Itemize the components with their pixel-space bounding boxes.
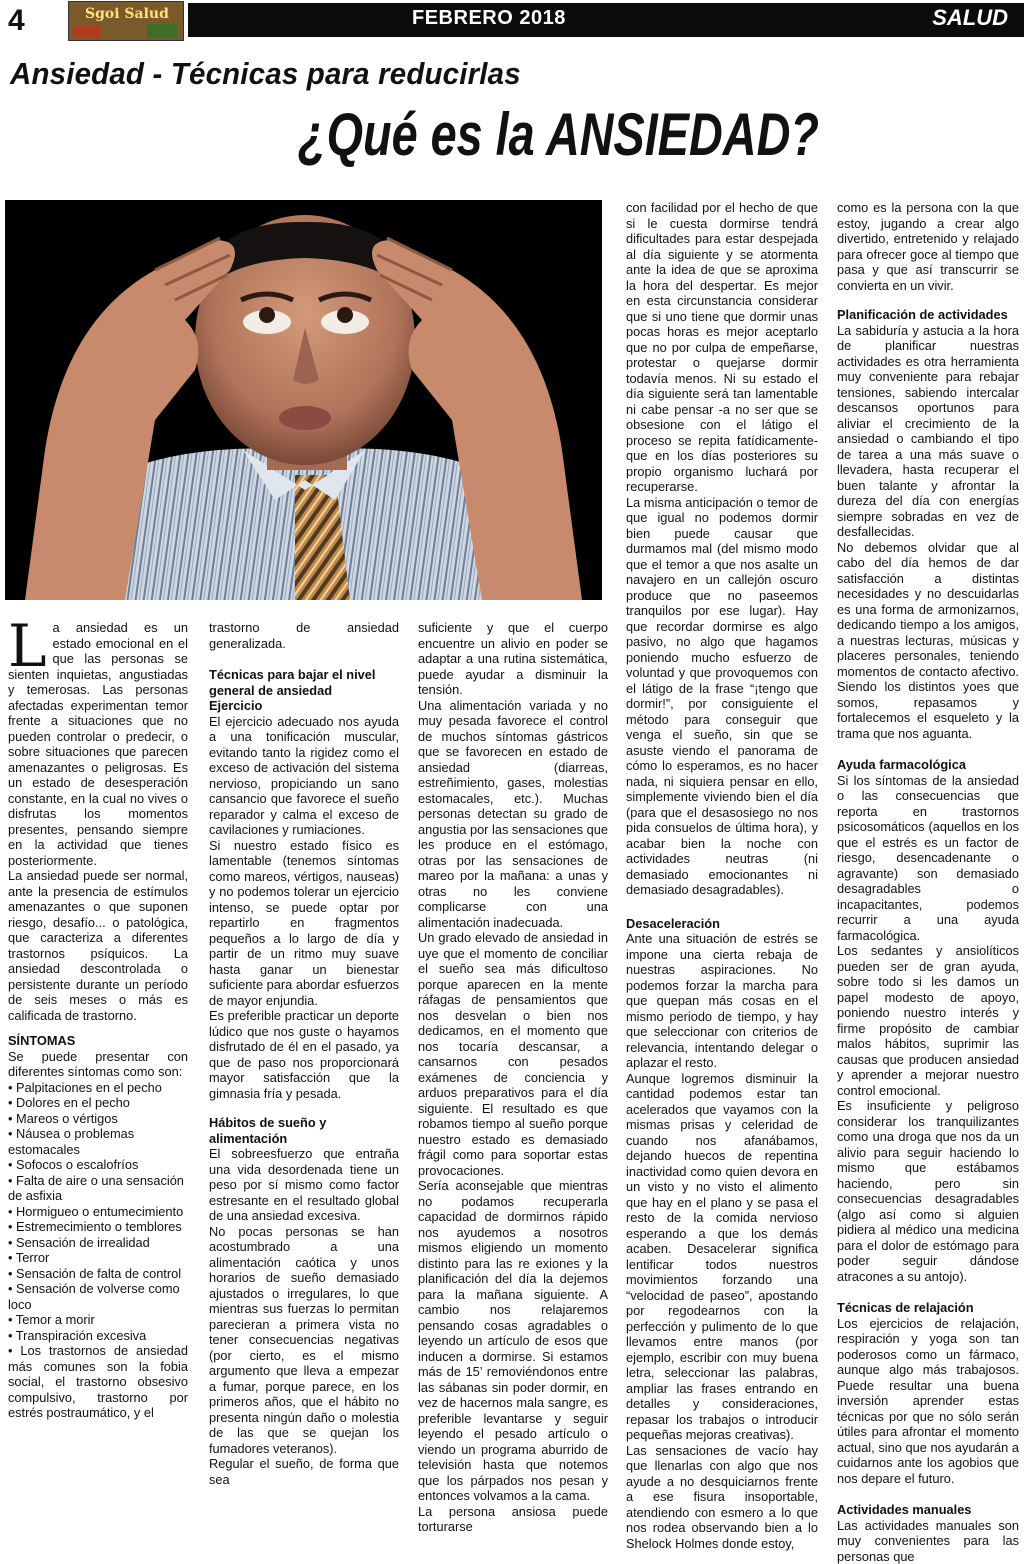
section-heading-ejercicio: Ejercicio: [209, 698, 399, 714]
column-1: [8, 620, 188, 1378]
section-label: SALUD: [932, 3, 1008, 33]
list-item: • Falta de aire o una sensación de asfixia: [8, 1173, 188, 1204]
paragraph: Las actividades manuales son muy convenientes para las personas que: [837, 1518, 1019, 1564]
drop-cap: L: [8, 622, 47, 670]
paragraph: No debemos olvidar que al cabo del día hemos de dar satisfacción a distintas necesidades y no descuidarlas es una forma de armonizarnos, dedicando tiempo a los amigos, a nuestras lecturas, músicas y placeres personales, teniendo momentos de contacto afectivo. Siendo los distintos yoes que somos, repasamos y fortalecemos el esqueleto y la trama que nos aguanta.: [837, 540, 1019, 742]
paragraph: La misma anticipación o temor de que igual no podemos dormir bien puede causar que durmamos mal (del mismo modo que el temor a que nos asalte un navajero en un callejón oscuro produce que no paseemos tranquilos por ese lugar). Hay que recordar dormirse es algo pasivo, no algo que hagamos poniendo mucho esfuerzo de voluntad y que provoquemos con el látigo de la frase “¡tengo que dormir!”, por consiguiente el método para conseguir que venga el sueño, sin que se asuste viendo el panorama de cómo lo esperamos, es no hacer nada, ni siquiera pensar en ello, simplemente viviendo bien el día (para que el desasosiego no nos pida consuelos de última hora), y acabar bien la noche con actividades neutras (ni demasiado emocionantes ni demasiado desagradables).: [626, 495, 818, 898]
paragraph: Sería aconsejable que mientras no podamos recuperarla capacidad de dormirnos rápido nos ayudemos a nosotros mismos eligiendo un momento distinto para las re exiones y la planificación del día la dejemos para la mañana siguiente. A cambio nos relajaremos pensando cosas agradables o leyendo un artículo de esos que inducen a dormirse. Si estamos más de 15’ removiéndonos entre las sábanas sin poder dormir, en vez de hacernos mala sangre, es preferible levantarse y seguir leyendo el pesado artículo o viendo un programa aburrido de televisión hasta que notemos que los párpados nos pesan y entonces volvamos a la cama.: [418, 1178, 608, 1504]
section-heading-desaceleracion: Desaceleración: [626, 916, 818, 932]
publication-logo: [68, 1, 184, 41]
paragraph: Una alimentación variada y no muy pesada favorece el control de muchos síntomas gástricos que se favorecen en estado de ansiedad (diarreas, estreñimiento, gases, molestias estomacales, etc.). Muchas personas detectan su grado de angustia por las sensaciones que les produce en el estómago, otras por las sensaciones de mareo por la mañana: a unas y otras no les conviene complicarse con una alimentación inadecuada.: [418, 698, 608, 931]
section-heading-tecnicas: Técnicas para bajar el nivel general de ansiedad: [209, 667, 399, 698]
anxious-man-illustration: [5, 200, 602, 600]
paragraph: Los ejercicios de relajación, respiración y yoga son tan poderosos como un fármaco, aunque algo más trabajosos. Puede resultar una buena inversión aprender estas técnicas por que no sólo serán útiles para afrontar el momento actual, sino que nos ayudarán a cuidarnos ante los agobios que nos depare el futuro.: [837, 1316, 1019, 1487]
column-4: [626, 200, 818, 1378]
paragraph: La persona ansiosa puede torturarse: [418, 1504, 608, 1535]
paragraph: Si los síntomas de la ansiedad o las consecuencias que reporta en trastornos psicosomáticos (aquellos en los que el estrés es un factor de riesgo, desencadenante o agravante) son demasiado desagradables o incapacitantes, podemos recurrir a una ayuda farmacológica.: [837, 773, 1019, 944]
paragraph: Un grado elevado de ansiedad in uye que el momento de conciliar el sueño sea más dificultoso porque aparecen en la mente ráfagas de pensamientos que nos desvelan o bien nos dedicamos, en el momento que nos tocaría descansar, a cansarnos con pesados exámenes de conciencia y arduos preparativos para el día siguiente. El resultado es que robamos tiempo al sueño porque nuestro estado es demasiado frágil como para soportar estas provocaciones.: [418, 930, 608, 1178]
paragraph: Regular el sueño, de forma que sea: [209, 1456, 399, 1487]
logo-decoration: [147, 24, 177, 38]
list-item: • Palpitaciones en el pecho: [8, 1080, 188, 1096]
list-item: • Náusea o problemas estomacales: [8, 1126, 188, 1157]
section-heading-relajacion: Técnicas de relajación: [837, 1300, 1019, 1316]
list-item: • Hormigueo o entumecimiento: [8, 1204, 188, 1220]
list-item: • Transpiración excesiva: [8, 1328, 188, 1344]
header-bar: [188, 3, 1024, 37]
paragraph: Ante una situación de estrés se impone una cierta rebaja de nuestras aspiraciones. No podemos forzar la marcha para que quepan más cosas en el mismo periodo de tiempo, y hay que seleccionar con criterios de relevancia, intentando delegar o aplazar el resto.: [626, 931, 818, 1071]
list-item: • Mareos o vértigos: [8, 1111, 188, 1127]
section-heading-sintomas: SÍNTOMAS: [8, 1033, 188, 1049]
section-heading-habitos: Hábitos de sueño y alimentación: [209, 1115, 399, 1146]
list-item: • Sensación de irrealidad: [8, 1235, 188, 1251]
section-heading-manuales: Actividades manuales: [837, 1502, 1019, 1518]
page-header: [0, 0, 1024, 40]
section-heading-planificacion: Planificación de actividades: [837, 307, 1019, 323]
paragraph: Es insuficiente y peligroso considerar los tranquilizantes como una droga que nos da un alivio para seguir haciendo lo mismo que estábamos haciendo, pero sin consecuencias desagradables (algo así como si alguien pidiera al médico una medicina para el dolor de estómago para poder seguir dándose atracones a su antojo).: [837, 1098, 1019, 1284]
list-item: • Sensación de falta de control: [8, 1266, 188, 1282]
page-number: 4: [8, 4, 25, 38]
paragraph: No pocas personas se han acostumbrado a una alimentación caótica y unos horarios de sueño demasiado ajustados o irregulares, lo que mientras sus fuerzas lo permitan parecieran a primera vista no tener consecuencias negativas (por cierto, es el mismo argumento que lleva a empezar a fumar, porque parece, en los primeros años, que el hábito no presenta ningún daño o molestia de las que se quejan los fumadores veteranos).: [209, 1224, 399, 1457]
issue-date: FEBRERO 2018: [412, 3, 566, 33]
paragraph: con facilidad por el hecho de que si le cuesta dormirse tendrá dificultades para estar despejada al día siguiente y se atormenta ante la idea de que se aproxima la hora del despertar. Es mejor en esta circunstancia considerar que si uno tiene que dormir unas pocas horas es mejor aceptarlo que no por culpa de empeñarse, protestar o quejarse dormir todavía menos. Ni su estado el día siguiente será tan lamentable ni cabe pensar -a no ser que se obsesione con el látigo el proceso se repita fatídicamente- que en los días posteriores su propio organismo luchará por recuperarse.: [626, 200, 818, 495]
article-photo: [5, 200, 602, 600]
column-2: [209, 620, 399, 1378]
column-5: [837, 200, 1019, 1378]
intro-paragraph: a ansiedad es un estado emocional en el que las personas se sienten inquietas, angustiadas y temerosas. Las personas afectadas experimentan temor frente a situaciones que no pueden controlar o predecir, o sobre situaciones que parecen amenazantes o peligrosas. Es un estado de desesperación constante, en la cual no vives o disfrutas los momentos presentes, pensando siempre en la actividad que tienes posteriormente.: [8, 620, 188, 868]
paragraph: trastorno de ansiedad generalizada.: [209, 620, 399, 651]
paragraph: suficiente y que el cuerpo encuentre un alivio en poder se adaptar a una rutina sistemática, puede ayudar a disminuir la tensión.: [418, 620, 608, 698]
paragraph: Los sedantes y ansiolíticos pueden ser de gran ayuda, sobre todo si les damos un papel modesto de apoyo, poniendo nuestro interés y firme propósito de cambiar malos hábitos, suprimir las causas que producen ansiedad y aprender a mejorar nuestro control emocional.: [837, 943, 1019, 1098]
list-item: • Sofocos o escalofríos: [8, 1157, 188, 1173]
logo-text: Sgoi Salud: [85, 6, 169, 22]
paragraph: Si nuestro estado físico es lamentable (tenemos síntomas como mareos, vértigos, nauseas) y no podemos tolerar un ejercicio intenso, se puede optar por repartirlo en fragmentos pequeños a lo largo de día y partir de un ritmo muy suave hasta ganar un bienestar suficiente para abordar esfuerzos de mayor enjundia.: [209, 838, 399, 1009]
paragraph: El ejercicio adecuado nos ayuda a una tonificación muscular, evitando tanto la rigidez como el exceso de activación del sistema nervioso, propiciando un sano cansancio que favorece el sueño reparador y calma el exceso de cavilaciones y rumiaciones.: [209, 714, 399, 838]
paragraph: La ansiedad puede ser normal, ante la presencia de estímulos amenazantes o que suponen riesgo, desafío... o patológica, que caracteriza a diferentes trastornos psíquicos. La ansiedad descontrolada o persistente durante un período de seis meses o más es calificada de trastorno.: [8, 868, 188, 1023]
paragraph: como es la persona con la que estoy, jugando a crear algo divertido, entretenido y relajado para ofrecer goce al tiempo que pasa y que así transcurrir se convierta en un vivir.: [837, 200, 1019, 293]
paragraph: Se puede presentar con diferentes síntomas como son:: [8, 1049, 188, 1080]
paragraph: Aunque logremos disminuir la cantidad podemos estar tan acelerados que vayamos con la mismas prisas y celeridad de cuando nos afanábamos, dejando huecos de repentina inactividad como quien devora en un visto y no visto el alimento que hay en el plano y se pasa el resto de la comida nervioso esperando a que los demás acaben. Desacelerar significa lentificar todos nuestros movimientos forzando una “velocidad de paseo”, apostando por regodearnos con la perfección y pulimento de lo que llevamos entre manos (por ejemplo, escribir con muy buena letra, seleccionar las palabras, ampliar las frases entrando en detalles y consideraciones, repasar los trabajos o introducir pequeñas mejoras creativas).: [626, 1071, 818, 1443]
section-heading-ayuda: Ayuda farmacológica: [837, 757, 1019, 773]
list-item: • Temor a morir: [8, 1312, 188, 1328]
list-item: • Terror: [8, 1250, 188, 1266]
list-item: • Sensación de volverse como loco: [8, 1281, 188, 1312]
paragraph: • Los trastornos de ansiedad más comunes son la fobia social, el trastorno obsesivo compulsivo, trastorno por estrés postraumático, y el: [8, 1343, 188, 1421]
paragraph: Las sensaciones de vacío hay que llenarlas con algo que nos ayude a no desquiciarnos frente a ese fisura insoportable, atendiendo con esmero a lo que nos rodea observando bien a lo Shelock Holmes donde estoy,: [626, 1443, 818, 1552]
article-kicker: Ansiedad - Técnicas para reducirlas: [10, 56, 521, 92]
paragraph: Es preferible practicar un deporte lúdico que nos guste o hayamos disfrutado de él en el pasado, ya que de paso nos proporcionará mayor satisfacción que la gimnasia fría y pesada.: [209, 1008, 399, 1101]
list-item: • Estremecimiento o temblores: [8, 1219, 188, 1235]
paragraph: El sobreesfuerzo que entraña una vida desordenada tiene un peso por sí mismo como factor estresante en el resultado global de una ansiedad excesiva.: [209, 1146, 399, 1224]
logo-decoration: [73, 26, 101, 38]
column-3: [418, 620, 608, 1378]
list-item: • Dolores en el pecho: [8, 1095, 188, 1111]
article-headline: ¿Qué es la ANSIEDAD?: [298, 100, 819, 170]
symptom-list: [8, 1080, 188, 1344]
paragraph: La sabiduría y astucia a la hora de planificar nuestras actividades es otra herramienta muy conveniente para rebajar tensiones, sabiendo intercalar descansos oportunos para aliviar el crecimiento de la ansiedad o cambiando el tipo de tarea a una más suave o llevadera, hasta recuperar el buen talante y afrontar la dureza del día con energías siempre sobradas en vez de desfallecidas.: [837, 323, 1019, 540]
